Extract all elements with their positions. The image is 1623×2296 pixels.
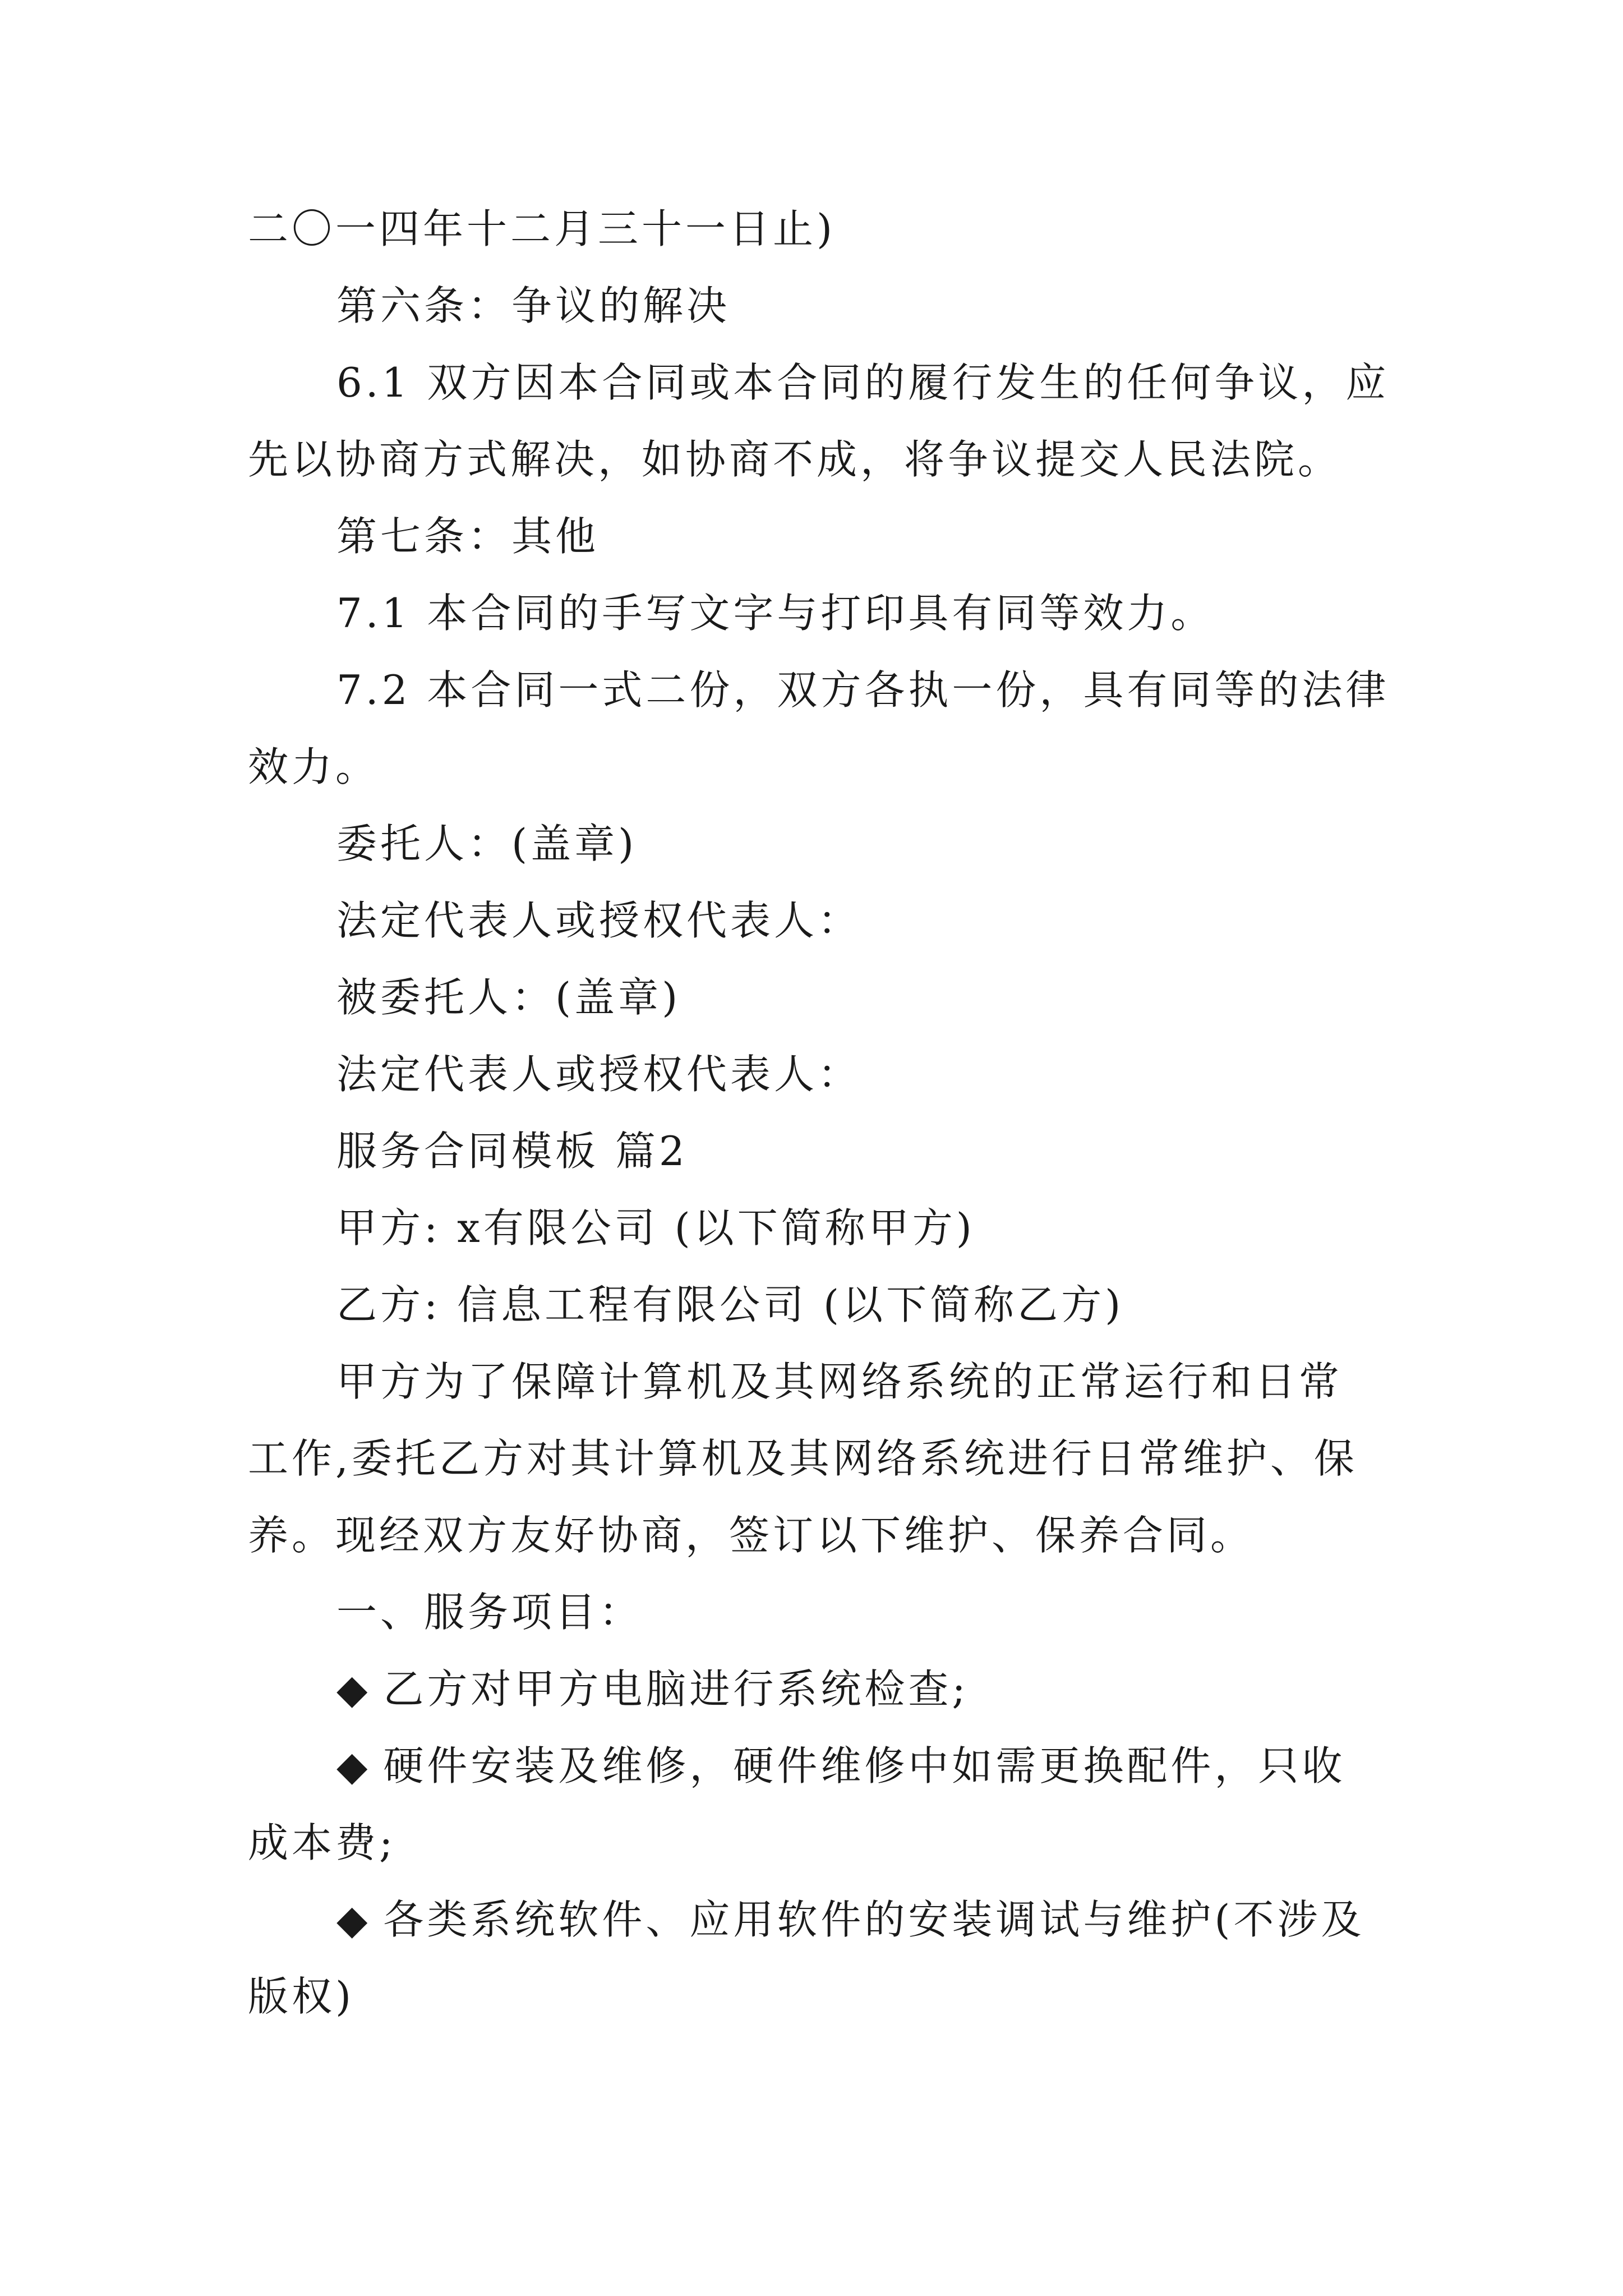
signature-agent: 被委托人：(盖章) xyxy=(336,974,681,1021)
clause-7-2: 7.2 本合同一式二份，双方各执一份，具有同等的法律 xyxy=(336,666,1390,714)
preamble-paragraph: 甲方为了保障计算机及其网络系统的正常运行和日常 xyxy=(336,1358,1343,1405)
preamble-paragraph-end: 养。现经双方友好协商，签订以下维护、保养合同。 xyxy=(248,1512,1255,1559)
service-item-text: 硬件安装及维修，硬件维修中如需更换配件，只收 xyxy=(383,1742,1346,1789)
signature-principal: 委托人：(盖章) xyxy=(336,820,638,867)
section-heading-article-7: 第七条：其他 xyxy=(336,513,600,560)
signature-agent-representative: 法定代表人或授权代表人： xyxy=(336,1051,862,1098)
section-heading-services: 一、服务项目： xyxy=(336,1589,643,1636)
diamond-bullet-icon: ◆ xyxy=(336,1896,371,1943)
clause-6-1: 6.1 双方因本合同或本合同的履行发生的任何争议，应 xyxy=(336,359,1390,406)
document-body xyxy=(248,191,1392,2035)
clause-7-1: 7.1 本合同的手写文字与打印具有同等效力。 xyxy=(336,590,1215,637)
signature-representative: 法定代表人或授权代表人： xyxy=(336,897,862,944)
service-item xyxy=(248,1728,1392,1805)
service-item-continued: 成本费; xyxy=(248,1819,396,1866)
party-b: 乙方: 信息工程有限公司 (以下简称乙方) xyxy=(336,1281,1124,1328)
diamond-bullet-icon: ◆ xyxy=(336,1742,371,1789)
section-heading-article-6: 第六条：争议的解决 xyxy=(336,282,731,329)
service-item-continued: 版权) xyxy=(248,1973,355,2020)
template-heading: 服务合同模板 篇2 xyxy=(336,1128,688,1175)
preamble-paragraph-continued: 工作,委托乙方对其计算机及其网络系统进行日常维护、保 xyxy=(248,1435,1358,1482)
service-item-text: 各类系统软件、应用软件的安装调试与维护(不涉及 xyxy=(383,1896,1365,1943)
service-item-text: 乙方对甲方电脑进行系统检查; xyxy=(383,1665,969,1713)
diamond-bullet-icon: ◆ xyxy=(336,1665,371,1713)
party-a: 甲方: x有限公司 (以下简称甲方) xyxy=(336,1204,975,1251)
service-item xyxy=(248,1881,1392,1958)
clause-6-1-continued: 先以协商方式解决，如协商不成，将争议提交人民法院。 xyxy=(248,436,1342,483)
clause-7-2-continued: 效力。 xyxy=(248,743,380,790)
service-item xyxy=(248,1651,1392,1728)
text-line: 二〇一四年十二月三十一日止) xyxy=(248,205,836,252)
